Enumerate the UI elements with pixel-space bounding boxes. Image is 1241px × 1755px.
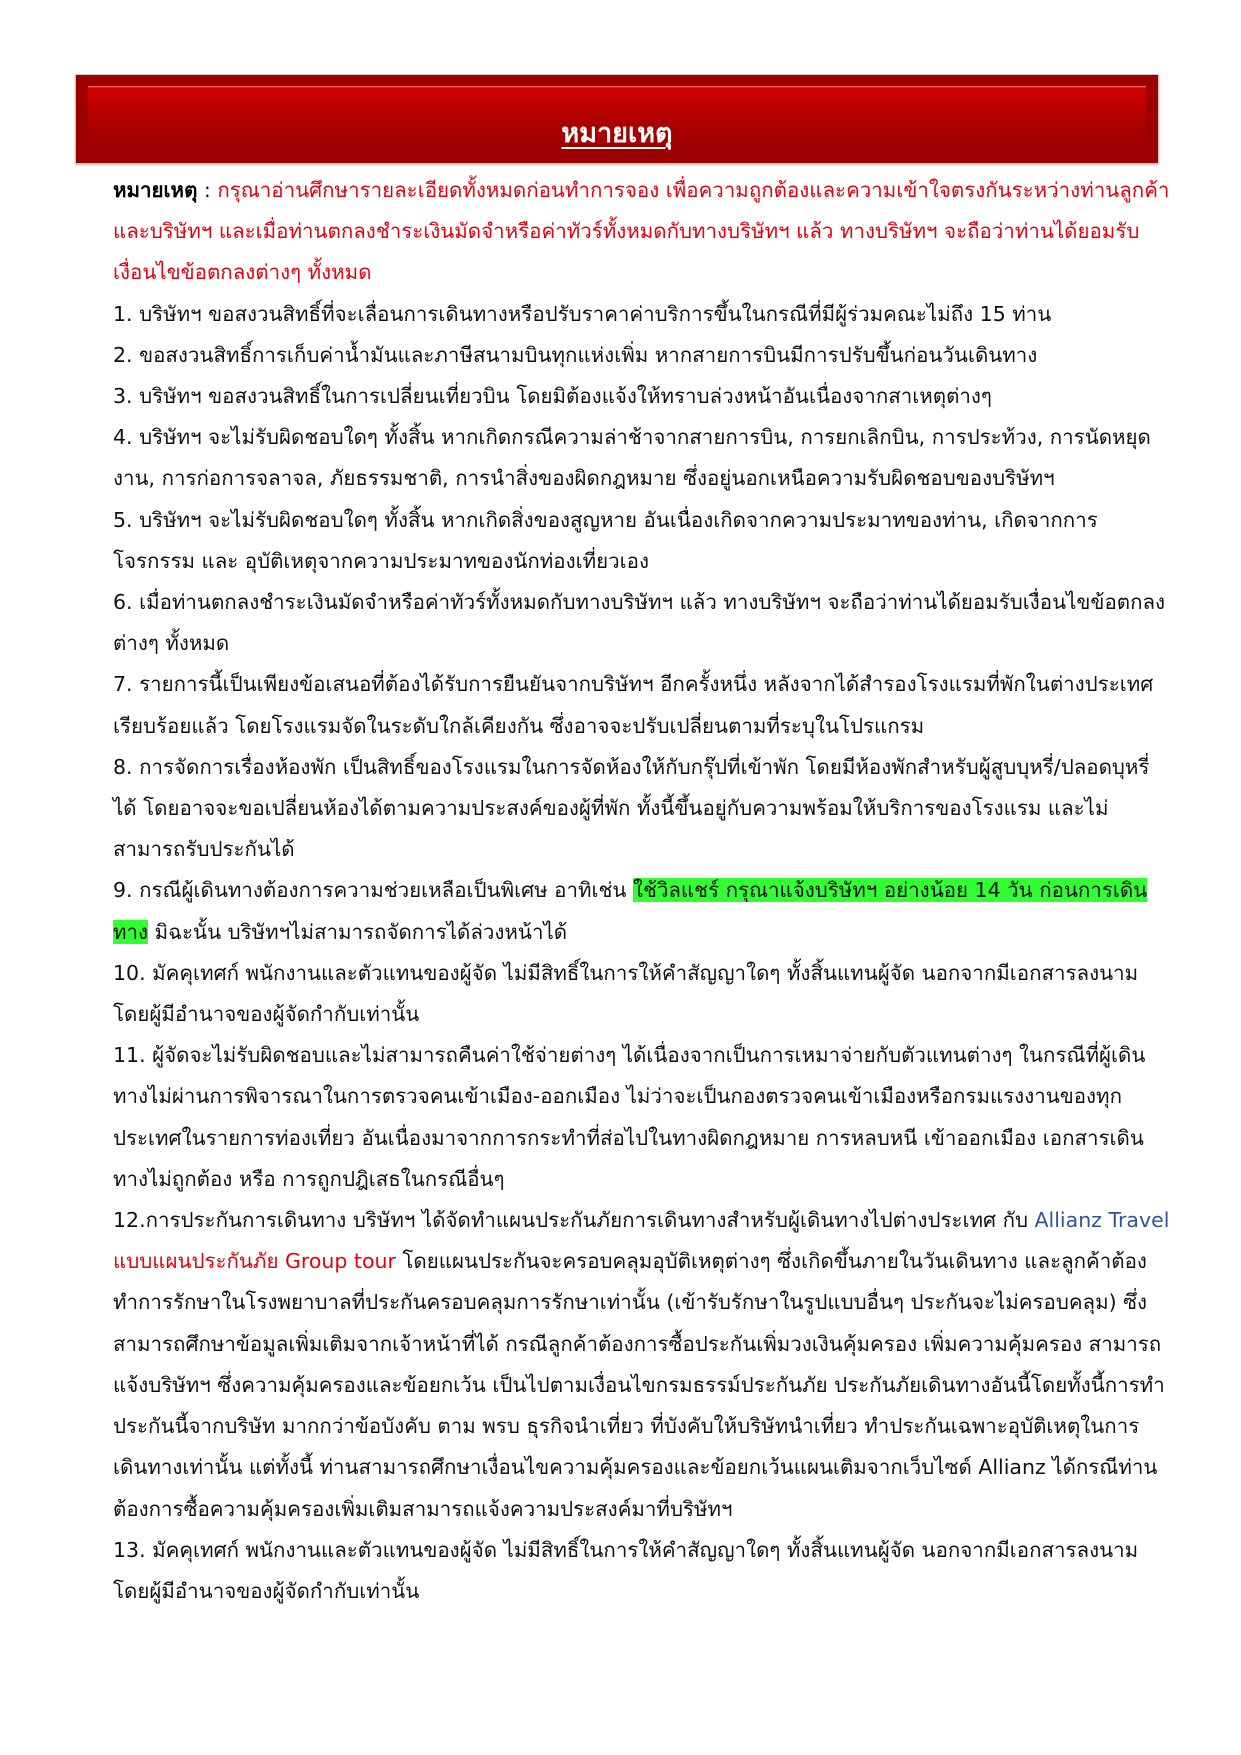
note-item-12-tail: โดยแผนประกันจะครอบคลุมอุบัติเหตุต่างๆ ซึ่งเกิดขึ้นภายในวันเดินทาง และลูกค้าต้องทำการรักษาในโรงพยาบาลที่ประกันครอบคลุมการรักษาเท่านั้น (เข้ารับรักษาในรูปแบบอื่นๆ ประกันจะไม่ครอบคลุม) ซึ่งสามารถศึกษาข้อมูลเพิ่มเติมจากเจ้าหน้าที่ได้ กรณีลูกค้าต้องการซื้อประกันเพิ่มวงเงินคุ้มครอง เพิ่มความคุ้มครอง สามารถแจ้งบริษัทฯ ซึ่งความคุ้มครองและข้อยกเว้น เป็นไปตามเงื่อนไขกรมธรรม์ประกันภัย ประกันภัยเดินทางอันนี้โดยทั้งนี้การทำประกันนี้จากบริษัท มากกว่าข้อบังคับ ตาม พรบ ธุรกิจนำเที่ยว ที่บังคับให้บริษัทนำเที่ยว ทำประกันเฉพาะอุบัติเหตุในการเดินทางเท่านั้น แต่ทั้งนี้ ท่านสามารถศึกษาเงื่อนไขความคุ้มครองและข้อยกเว้นแผนเติมจากเว็บไซด์ Allianz ได้กรณีท่านต้องการซื้อความคุ้มครองเพิ่มเติมสามารถแจ้งความประสงค์มาที่บริษัทฯ <box>113 1249 1165 1521</box>
note-item-9-tail: มิฉะนั้น บริษัทฯไม่สามารถจัดการได้ล่วงหน้าได้ <box>148 919 568 944</box>
title-banner-inner <box>88 86 1146 152</box>
note-item-1: 1. บริษัทฯ ขอสงวนสิทธิ์ที่จะเลื่อนการเดินทางหรือปรับราคาค่าบริการขึ้นในกรณีที่มีผู้ร่วมคณะไม่ถึง 15 ท่าน <box>113 301 1052 326</box>
note-item-4: 4. บริษัทฯ จะไม่รับผิดชอบใดๆ ทั้งสิ้น หากเกิดกรณีความล่าช้าจากสายการบิน, การยกเลิกบิน, การประท้วง, การนัดหยุดงาน, การก่อการจลาจล, ภัยธรรมชาติ, การนำสิ่งของผิดกฎหมาย ซึ่งอยู่นอกเหนือความรับผิดชอบของบริษัทฯ <box>113 425 1151 491</box>
note-item-5: 5. บริษัทฯ จะไม่รับผิดชอบใดๆ ทั้งสิ้น หากเกิดสิ่งของสูญหาย อันเนื่องเกิดจากความประมาทของท่าน, เกิดจากการโจรกรรม และ อุบัติเหตุจากความประมาทของนักท่องเที่ยวเอง <box>113 507 1098 573</box>
note-item-11: 11. ผู้จัดจะไม่รับผิดชอบและไม่สามารถคืนค่าใช้จ่ายต่างๆ ได้เนื่องจากเป็นการเหมาจ่ายกับตัวแทนต่างๆ ในกรณีที่ผู้เดินทางไม่ผ่านการพิจารณาในการตรวจคนเข้าเมือง-ออกเมือง ไม่ว่าจะเป็นกองตรวจคนเข้าเมืองหรือกรมแรงงานของทุกประเทศในรายการท่องเที่ยว อันเนื่องมาจากการกระทำที่ส่อไปในทางผิดกฎหมาย การหลบหนี เข้าออกเมือง เอกสารเดินทางไม่ถูกต้อง หรือ การถูกปฎิเสธในกรณีอื่นๆ <box>113 1043 1146 1191</box>
note-item-13: 13. มัคคุเทศก์ พนักงานและตัวแทนของผู้จัด ไม่มีสิทธิ์ในการให้คำสัญญาใดๆ ทั้งสิ้นแทนผู้จัด นอกจากมีเอกสารลงนามโดยผู้มีอำนาจของผู้จัดกำกับเท่านั้น <box>113 1537 1139 1603</box>
note-item-12 <box>113 1200 1173 1530</box>
note-item-10: 10. มัคคุเทศก์ พนักงานและตัวแทนของผู้จัด ไม่มีสิทธิ์ในการให้คำสัญญาใดๆ ทั้งสิ้นแทนผู้จัด นอกจากมีเอกสารลงนามโดยผู้มีอำนาจของผู้จัดกำกับเท่านั้น <box>113 960 1139 1027</box>
note-item-12-text: 12.การประกันการเดินทาง บริษัทฯ ได้จัดทำแผนประกันภัยการเดินทางสำหรับผู้เดินทางไปต่างประเทศ กับ <box>113 1208 1035 1233</box>
group-tour-plan-label: แบบแผนประกันภัย Group tour <box>113 1249 396 1274</box>
note-item-9 <box>113 870 1173 952</box>
note-item-6: 6. เมื่อท่านตกลงชำระเงินมัดจำหรือค่าทัวร์ทั้งหมดกับทางบริษัทฯ แล้ว ทางบริษัทฯ จะถือว่าท่านได้ยอมรับเงื่อนไขข้อตกลงต่างๆ ทั้งหมด <box>113 590 1166 656</box>
note-item-8: 8. การจัดการเรื่องห้องพัก เป็นสิทธิ์ของโรงแรมในการจัดห้องให้กับกรุ๊ปที่เข้าพัก โดยมีห้องพักสำหรับผู้สูบบุหรี่/ปลอดบุหรี่ได้ โดยอาจจะขอเปลี่ยนห้องได้ตามความประสงค์ของผู้ที่พัก ทั้งนี้ขึ้นอยู่กับความพร้อมให้บริการของโรงแรม และไม่สามารถรับประกันได้ <box>113 754 1150 862</box>
intro-paragraph <box>113 170 1173 294</box>
intro-text: กรุณาอ่านศึกษารายละเอียดทั้งหมดก่อนทำการจอง เพื่อความถูกต้องและความเข้าใจตรงกันระหว่างท่านลูกค้าและบริษัทฯ และเมื่อท่านตกลงชำระเงินมัดจำหรือค่าทัวร์ทั้งหมดกับทางบริษัทฯ แล้ว ทางบริษัทฯ จะถือว่าท่านได้ยอมรับเงื่อนไขข้อตกลงต่างๆ ทั้งหมด <box>113 178 1170 285</box>
note-item-3: 3. บริษัทฯ ขอสงวนสิทธิ์ในการเปลี่ยนเที่ยวบิน โดยมิต้องแจ้งให้ทราบล่วงหน้าอันเนื่องจากสาเหตุต่างๆ <box>113 384 992 409</box>
intro-separator: : <box>197 178 218 202</box>
note-item-9-highlight: ใช้วิลแชร์ กรุณาแจ้งบริษัทฯ อย่างน้อย 14 วัน ก่อนการเดินทาง <box>113 878 1148 944</box>
title-banner <box>75 74 1159 164</box>
note-item-9-text: 9. กรณีผู้เดินทางต้องการความช่วยเหลือเป็นพิเศษ อาทิเช่น <box>113 878 633 903</box>
note-item-2: 2. ขอสงวนสิทธิ์การเก็บค่าน้ำมันและภาษีสนามบินทุกแห่งเพิ่ม หากสายการบินมีการปรับขึ้นก่อนวันเดินทาง <box>113 342 1038 367</box>
allianz-travel-label: Allianz Travel <box>1034 1208 1170 1233</box>
page-title: หมายเหตุ <box>561 118 673 149</box>
note-item-7: 7. รายการนี้เป็นเพียงข้อเสนอที่ต้องได้รับการยืนยันจากบริษัทฯ อีกครั้งหนึ่ง หลังจากได้สำรองโรงแรมที่พักในต่างประเทศเรียบร้อยแล้ว โดยโรงแรมจัดในระดับใกล้เคียงกัน ซึ่งอาจจะปรับเปลี่ยนตามที่ระบุในโปรแกรม <box>113 672 1154 738</box>
notes-content <box>113 170 1173 1612</box>
intro-label: หมายเหตุ <box>113 178 198 202</box>
